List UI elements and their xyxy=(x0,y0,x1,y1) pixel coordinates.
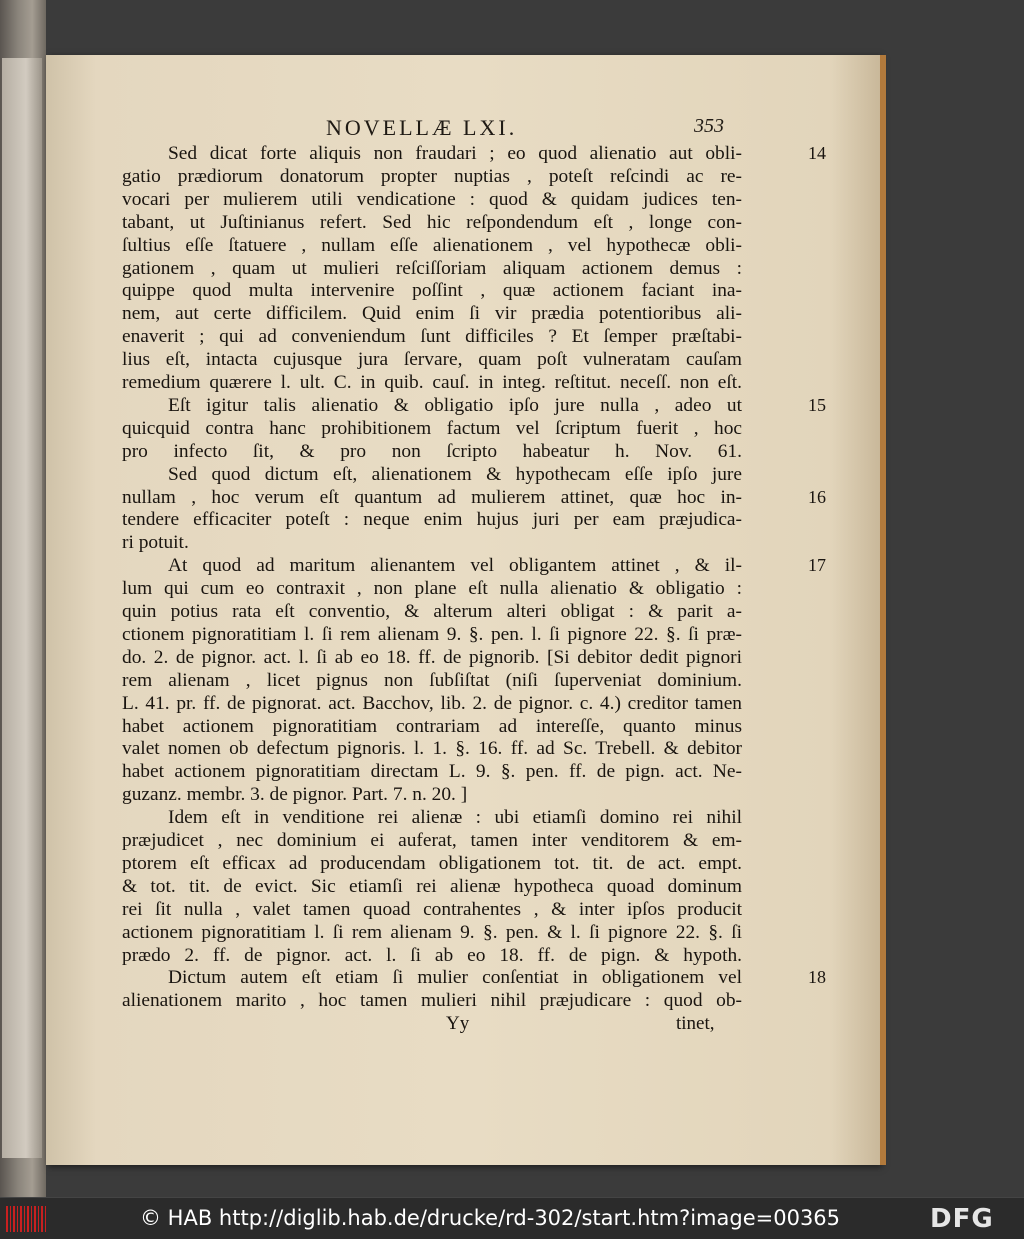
text-line: Dictum autem eſt etiam ſi mulier conſentiat in obligationem vel xyxy=(168,967,742,989)
text-line: & tot. tit. de evict. Sic etiamſi rei alienæ hypotheca quoad dominum xyxy=(122,875,742,897)
text-line: quin potius rata eſt conventio, & alterum alteri obligat : & parit a- xyxy=(122,601,742,622)
footer-bar xyxy=(0,1197,1024,1239)
text-line: enaverit ; qui ad conveniendum ſunt difficiles ? Et ſemper præſtabi- xyxy=(122,326,742,348)
running-title: NOVELLÆ LXI. xyxy=(326,115,518,140)
text-line: Sed quod dictum eſt, alienationem & hypothecam eſſe ipſo jure xyxy=(168,463,742,485)
text-line: pro infecto ſit, & pro non ſcripto habeatur h. Nov. 61. xyxy=(122,440,742,462)
text-line: tabant, ut Juſtinianus refert. Sed hic reſpondendum eſt , longe con- xyxy=(122,211,742,233)
text-line: do. 2. de pignor. act. l. ſi ab eo 18. ff. de pignorib. [Si debitor dedit pignori xyxy=(122,646,742,668)
text-line: rei ſit nulla , valet tamen quoad contrahentes , & inter ipſos producit xyxy=(122,898,742,920)
text-line: prædo 2. ff. de pignor. act. l. ſi ab eo 18. ff. de pign. & hypoth. xyxy=(122,944,742,966)
left-page-strip xyxy=(2,58,42,1158)
text-line: At quod ad maritum alienantem vel obligantem attinet , & il- xyxy=(168,555,742,577)
signature-mark: Yy xyxy=(446,1013,470,1034)
text-line: remedium quærere l. ult. C. in quib. cauſ. in integ. reſtitut. neceſſ. non eſt. xyxy=(122,372,742,393)
page-number: 353 xyxy=(694,115,724,137)
margin-number: 16 xyxy=(808,486,826,507)
text-line: nullam , hoc verum eſt quantum ad mulierem attinet, quæ hoc in- xyxy=(122,486,742,508)
text-line: lius eſt, intacta cujusque jura ſervare, quam poſt vulneratam cauſam xyxy=(122,349,742,371)
text-line: ri potuit. xyxy=(122,532,189,554)
left-page-edge xyxy=(0,0,46,1197)
text-line: habet actionem pignoratitiam directam L. 9. §. pen. ff. de pign. act. Ne- xyxy=(122,761,742,783)
text-line: quicquid contra hanc prohibitionem factum vel ſcriptum fuerit , hoc xyxy=(122,417,742,439)
margin-number: 15 xyxy=(808,394,826,415)
text-line: Sed dicat forte aliquis non fraudari ; eo quod alienatio aut obli- xyxy=(168,143,742,164)
text-line: tendere efficaciter poteſt : neque enim hujus juri per eam præjudica- xyxy=(122,509,742,531)
book-page xyxy=(46,55,880,1165)
text-line: lum qui cum eo contraxit , non plane eſt nulla alienatio & obligatio : xyxy=(122,578,742,600)
page-header xyxy=(46,115,880,145)
text-line: rem alienam , licet pignus non ſubſiſtat (niſi ſuperveniat dominium. xyxy=(122,669,742,691)
text-line: actionem pignoratitiam l. ſi rem alienam 9. §. pen. & l. ſi pignore 22. §. ſi xyxy=(122,921,742,943)
text-line: ſultius eſſe ſtatuere , nullam eſſe alienationem , vel hypothecæ obli- xyxy=(122,234,742,256)
margin-number: 17 xyxy=(808,555,826,576)
text-line: habet actionem pignoratitiam contrariam ad intereſſe, quanto minus xyxy=(122,715,742,737)
text-line: gatio prædiorum donatorum propter nuptias , poteſt reſcindi ac re- xyxy=(122,165,742,187)
text-line: præjudicet , nec dominium ei auferat, tamen inter venditorem & em- xyxy=(122,830,742,851)
catchword: tinet, xyxy=(676,1013,715,1034)
text-line: Idem eſt in venditione rei alienæ : ubi etiamſi domino rei nihil xyxy=(168,807,742,829)
page-edge xyxy=(880,55,886,1165)
margin-number: 18 xyxy=(808,967,826,988)
text-line: quippe quod multa intervenire poſſint , quæ actionem faciant ina- xyxy=(122,280,742,302)
text-line: guzanz. membr. 3. de pignor. Part. 7. n. 20. ] xyxy=(122,784,468,806)
text-line: L. 41. pr. ff. de pignorat. act. Bacchov, lib. 2. de pignor. c. 4.) creditor tamen xyxy=(122,692,742,714)
text-line: ctionem pignoratitiam l. ſi rem alienam 9. §. pen. l. ſi pignore 22. §. ſi præ- xyxy=(122,623,742,645)
text-line: vocari per mulierem utili vendicatione : quod & quidam judices ten- xyxy=(122,188,742,210)
dfg-logo: DFG xyxy=(930,1204,994,1234)
text-line: Eſt igitur talis alienatio & obligatio ipſo jure nulla , adeo ut xyxy=(168,394,742,416)
text-line: alienationem marito , hoc tamen mulieri nihil præjudicare : quod ob- xyxy=(122,990,742,1012)
barcode-icon xyxy=(6,1206,46,1232)
text-line: nem, aut certe difficilem. Quid enim ſi vir prædia potentioribus ali- xyxy=(122,303,742,325)
margin-number: 14 xyxy=(808,143,826,163)
text-line: ptorem eſt efficax ad producendam obligationem tot. tit. de act. empt. xyxy=(122,852,742,874)
copyright-link[interactable]: © HAB http://diglib.hab.de/drucke/rd-302/start.htm?image=00365 xyxy=(140,1206,841,1230)
text-line: valet nomen ob defectum pignoris. l. 1. §. 16. ff. ad Sc. Trebell. & debitor xyxy=(122,738,742,760)
text-line: gationem , quam ut mulieri reſciſſoriam aliquam actionem demus : xyxy=(122,257,742,279)
